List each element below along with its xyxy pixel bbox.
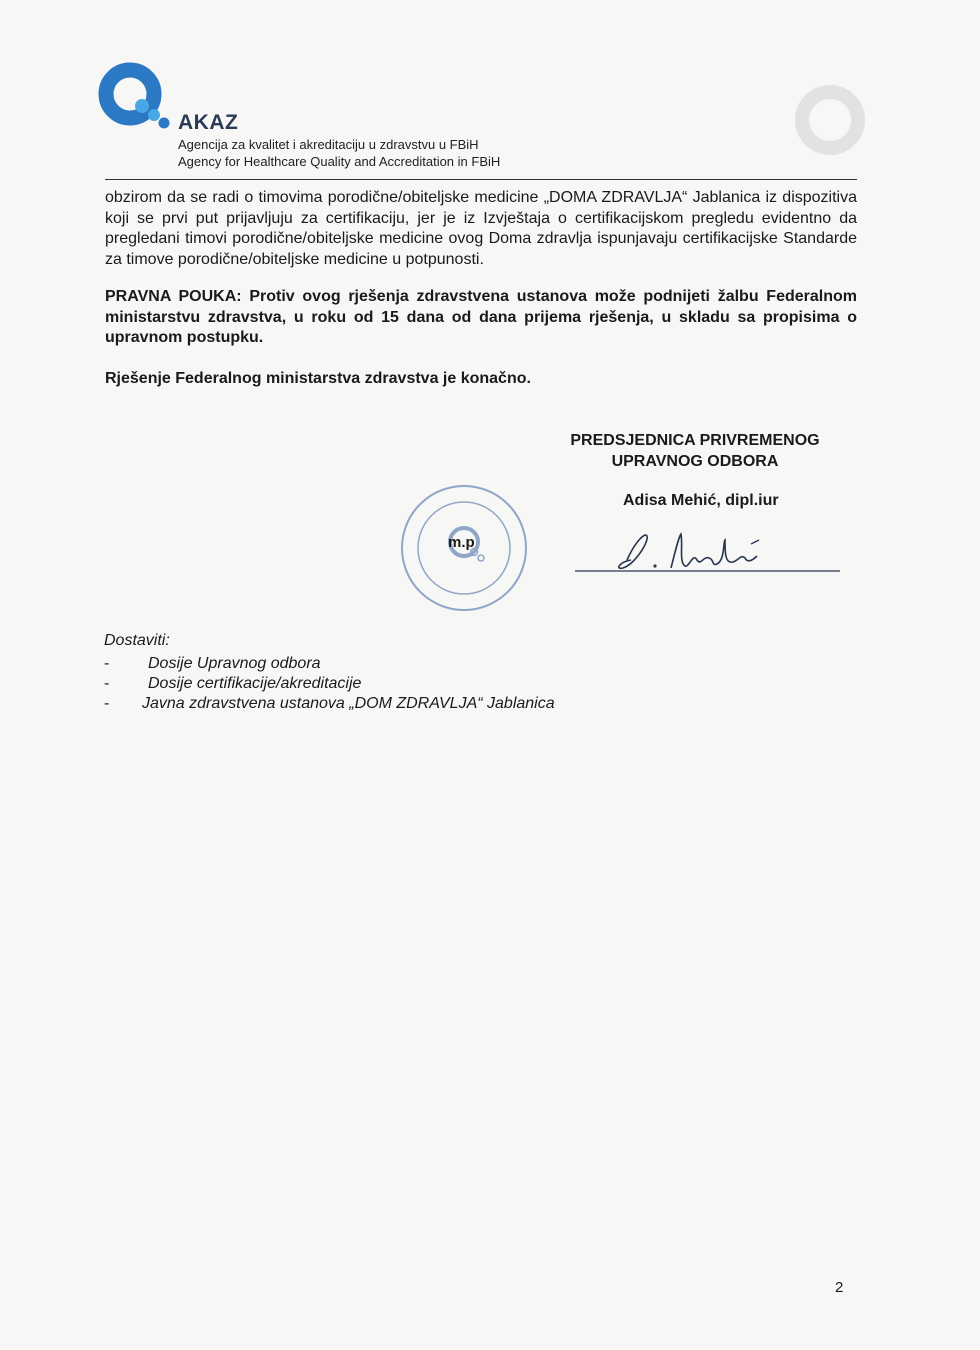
list-item-text: Dosije Upravnog odbora	[148, 655, 321, 672]
list-dash: -	[104, 695, 110, 712]
signatory-name: Adisa Mehić, dipl.iur	[623, 492, 779, 509]
page-number: 2	[835, 1279, 844, 1296]
signatory-title	[520, 430, 870, 472]
body-paragraph: obzirom da se radi o timovima porodične/obiteljske medicine „DOMA ZDRAVLJA“ Jablanica iz dispozitiva koji se prvi put prijavljuju za certifikaciju, jer je iz Izvještaja o certifikacijskom pregledu evidentno da pregledani timovi porodične/obiteljske medicine ovog Doma zdravlja ispunjavaju certifikacijske Standarde za timove porodične/obiteljske medicine u potpunosti.	[105, 189, 857, 268]
final-statement: Rješenje Federalnog ministarstva zdravstva je konačno.	[105, 370, 531, 387]
header-divider	[105, 179, 857, 180]
org-abbreviation: AKAZ	[178, 111, 239, 134]
list-item-text: Dosije certifikacije/akreditacije	[148, 675, 362, 692]
legal-remedy-paragraph: PRAVNA POUKA: Protiv ovog rješenja zdravstvena ustanova može podnijeti žalbu Federalnom ministarstvu zdravstva, u roku od 15 dana od dana prijema rješenja, u skladu sa propisima o upravnom postupku.	[105, 288, 857, 346]
handwritten-signature-icon	[575, 522, 845, 578]
org-name-bosnian: Agencija za kvalitet i akreditaciju u zdravstvu u FBiH	[178, 137, 479, 152]
org-name-english: Agency for Healthcare Quality and Accreditation in FBiH	[178, 154, 501, 169]
stamp-mark-label: m.p	[448, 534, 475, 551]
akaz-logo-icon	[92, 60, 182, 140]
list-dash: -	[104, 675, 110, 692]
signatory-title-line-2: UPRAVNOG ODBORA	[611, 453, 779, 470]
signatory-title-line-1: PREDSJEDNICA PRIVREMENOG	[570, 432, 820, 449]
list-item-text: Javna zdravstvena ustanova „DOM ZDRAVLJA“ Jablanica	[142, 695, 555, 712]
list-dash: -	[104, 655, 110, 672]
bleed-through-logo	[790, 80, 880, 160]
distribution-label: Dostaviti:	[104, 632, 170, 649]
